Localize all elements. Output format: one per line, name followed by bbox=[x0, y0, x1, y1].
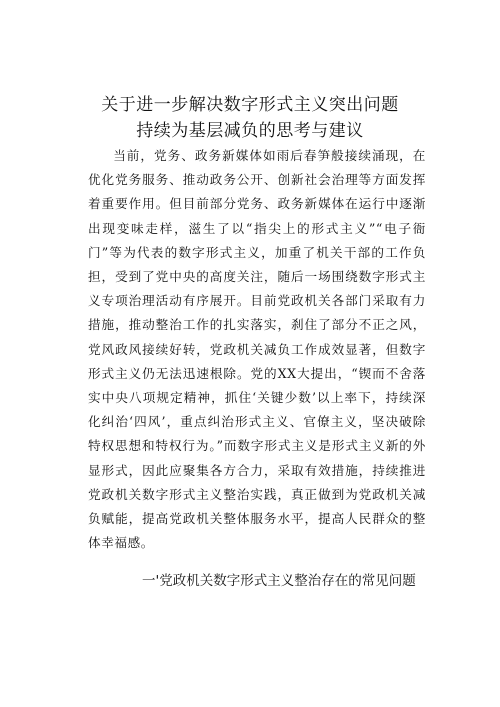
section-heading: 一'党政机关数字形式主义整治存在的常见问题 bbox=[142, 573, 416, 589]
document-title-line-1: 关于进一步解决数字形式主义突出问题 bbox=[101, 95, 399, 115]
body-paragraph: 当前，党务、政务新媒体如雨后春笋般接续涌现，在优化党务服务、推动政务公开、创新社会治理等方面发挥着重要作用。但目前部分党务、政务新媒体在运行中逐渐出现变味走样，滋生了以“指尖上的形式主义”“电子衙门”等为代表的数字形式主义，加重了机关干部的工作负担，受到了党中央的高度关注，随后一场围绕数字形式主义专项治理活动有序展开。目前党政机关各部门采取有力措施，推动整治工作的扎实落实，刹住了部分不正之风，党风政风接续好转，党政机关减负工作成效显著，但数字形式主义仍无法迅速根除。党的XX大提出，“锲而不舍落实中央八项规定精神，抓住‘关键少数’以上率下，持续深化纠治‘四风’，重点纠治形式主义、官僚主义，坚决破除特权思想和特权行为。”而数字形式主义是形式主义新的外显形式，因此应聚集各方合力，采取有效措施，持续推进党政机关数字形式主义整治实践，真正做到为党政机关减负赋能，提高党政机关整体服务水平，提高人民群众的整体幸福感。 bbox=[88, 148, 426, 551]
document-title-line-2: 持续为基层减负的思考与建议 bbox=[136, 121, 364, 141]
